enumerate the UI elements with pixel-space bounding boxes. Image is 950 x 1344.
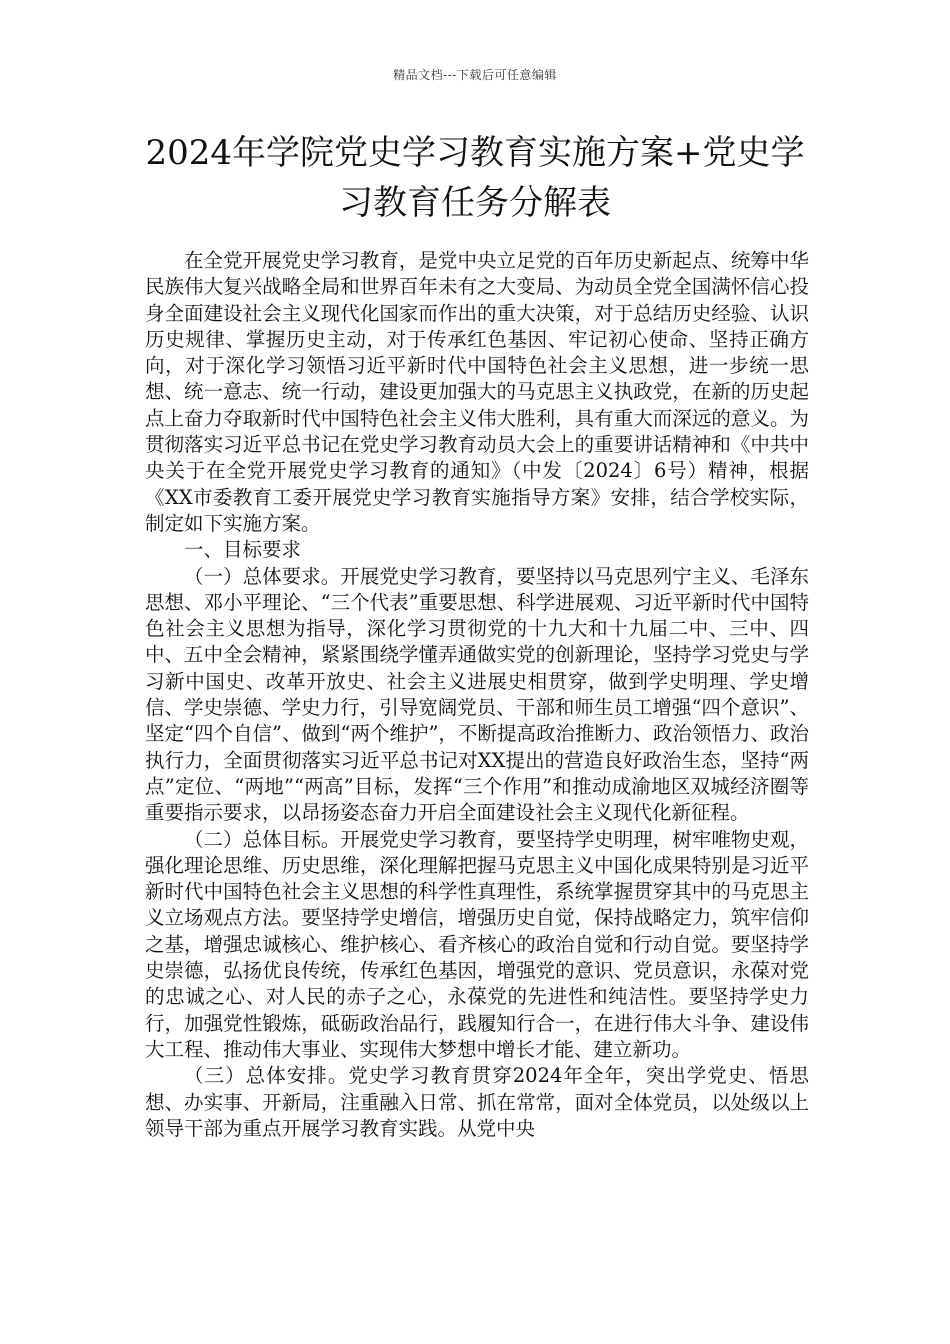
paragraph-overall-arrangement: （三）总体安排。党史学习教育贯穿2024年全年，突出学党史、悟思想、办实事、开新局，注重融入日常、抓在常常，面对全体党员，以处级以上领导干部为重点开展学习教育实践。从党中央 xyxy=(145,1064,809,1140)
paragraph-intro: 在全党开展党史学习教育，是党中央立足党的百年历史新起点、统筹中华民族伟大复兴战略全局和世界百年未有之大变局、为动员全党全国满怀信心投身全面建设社会主义现代化国家而作出的重大决策，对于总结历史经验、认识历史规律、掌握历史主动，对于传承红色基因、牢记初心使命、坚持正确方向，对于深化学习领悟习近平新时代中国特色社会主义思想，进一步统一思想、统一意志、统一行动，建设更加强大的马克思主义执政党，在新的历史起点上奋力夺取新时代中国特色社会主义伟大胜利，具有重大而深远的意义。为贯彻落实习近平总书记在党史学习教育动员大会上的重要讲话精神和《中共中央关于在全党开展党史学习教育的通知》（中发〔2024〕6号）精神，根据《XX市委教育工委开展党史学习教育实施指导方案》安排，结合学校实际，制定如下实施方案。 xyxy=(145,249,809,535)
paragraph-overall-requirements: （一）总体要求。开展党史学习教育，要坚持以马克思列宁主义、毛泽东思想、邓小平理论、“三个代表”重要思想、科学进展观、习近平新时代中国特色社会主义思想为指导，深化学习贯彻党的十九大和十九届二中、三中、四中、五中全会精神，紧紧围绕学懂弄通做实党的创新理论，坚持学习党史与学习新中国史、改革开放史、社会主义进展史相贯穿，做到学史明理、学史增信、学史崇德、学史力行，引导宽阔党员、干部和师生员工增强“四个意识”、坚定“四个自信”、做到“两个维护”，不断提高政治推断力、政治领悟力、政治执行力，全面贯彻落实习近平总书记对XX提出的营造良好政治生态，坚持“两点”定位、“两地”“两高”目标，发挥“三个作用”和推动成渝地区双城经济圈等重要指示要求，以昂扬姿态奋力开启全面建设社会主义现代化新征程。 xyxy=(145,564,809,825)
document-title: 2024年学院党史学习教育实施方案+党史学习教育任务分解表 xyxy=(145,133,805,223)
section-heading-goals: 一、目标要求 xyxy=(184,538,302,562)
header-note: 精品文档---下载后可任意编辑 xyxy=(393,68,557,82)
paragraph-overall-goals: （二）总体目标。开展党史学习教育，要坚持学史明理，树牢唯物史观，强化理论思维、历史思维，深化理解把握马克思主义中国化成果特别是习近平新时代中国特色社会主义思想的科学性真理性，系统掌握贯穿其中的马克思主义立场观点方法。要坚持学史增信，增强历史自觉，保持战略定力，筑牢信仰之基，增强忠诚核心、维护核心、看齐核心的政治自觉和行动自觉。要坚持学史崇德，弘扬优良传统，传承红色基因，增强党的意识、党员意识，永葆对党的忠诚之心、对人民的赤子之心，永葆党的先进性和纯洁性。要坚持学史力行，加强党性锻炼，砥砺政治品行，践履知行合一，在进行伟大斗争、建设伟大工程、推动伟大事业、实现伟大梦想中增长才能、建立新功。 xyxy=(145,827,809,1061)
document-body xyxy=(145,248,809,1142)
